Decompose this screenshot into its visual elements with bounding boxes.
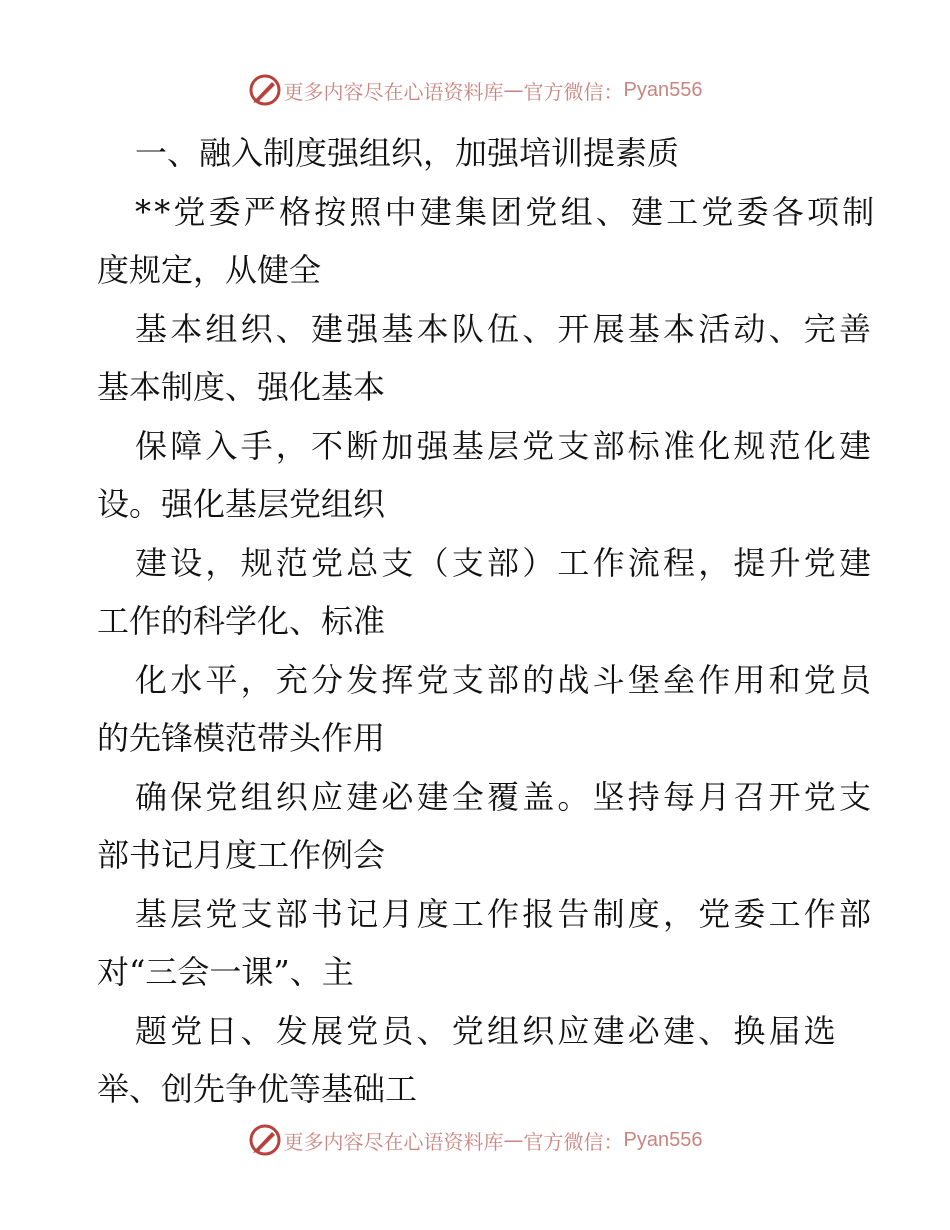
- header-banner: [0, 70, 950, 110]
- text-line: 化水平，充分发挥党支部的战斗堡垒作用和党员: [135, 660, 875, 699]
- heading-line: 一、融入制度强组织，加强培训提素质: [135, 134, 680, 172]
- text-line: 基本组织、建强基本队伍、开展基本活动、完善: [135, 309, 875, 348]
- banner-handle: Pyan556: [623, 78, 703, 101]
- text-line: 工作的科学化、标准: [97, 602, 386, 640]
- text-line: 保障入手，不断加强基层党支部标准化规范化建: [135, 426, 875, 465]
- banner-dash: —: [503, 1128, 524, 1152]
- text-line: 举、创先争优等基础工: [97, 1070, 418, 1108]
- text-line: 题党日、发展党员、党组织应建必建、换届选: [135, 1011, 840, 1050]
- banner-suffix-text: 官方微信：: [523, 79, 624, 104]
- text-line: 建设，规范党总支（支部）工作流程，提升党建: [135, 543, 875, 582]
- text-line: 度规定，从健全: [97, 251, 322, 289]
- text-line: 部书记月度工作例会: [97, 836, 386, 874]
- text-line: 的先锋模范带头作用: [97, 719, 386, 757]
- text-line: 基层党支部书记月度工作报告制度，党委工作部: [135, 894, 875, 933]
- banner-main-text: 更多内容尽在心语资料库: [283, 79, 504, 104]
- banner-dash: —: [503, 78, 524, 102]
- text-line: 对“三会一课”、主: [97, 953, 354, 991]
- pen-logo-icon: [248, 1123, 282, 1157]
- text-line: 确保党组织应建必建全覆盖。坚持每月召开党支: [135, 777, 875, 816]
- banner-handle: Pyan556: [623, 1128, 703, 1151]
- text-line: **党委严格按照中建集团党组、建工党委各项制: [135, 192, 878, 231]
- text-line: 基本制度、强化基本: [97, 368, 386, 406]
- banner-suffix-text: 官方微信：: [523, 1129, 624, 1154]
- text-line: 设。强化基层党组织: [97, 485, 386, 523]
- footer-banner: [0, 1120, 950, 1160]
- document-body: [97, 124, 878, 1119]
- banner-main-text: 更多内容尽在心语资料库: [283, 1129, 504, 1154]
- pen-logo-icon: [248, 73, 282, 107]
